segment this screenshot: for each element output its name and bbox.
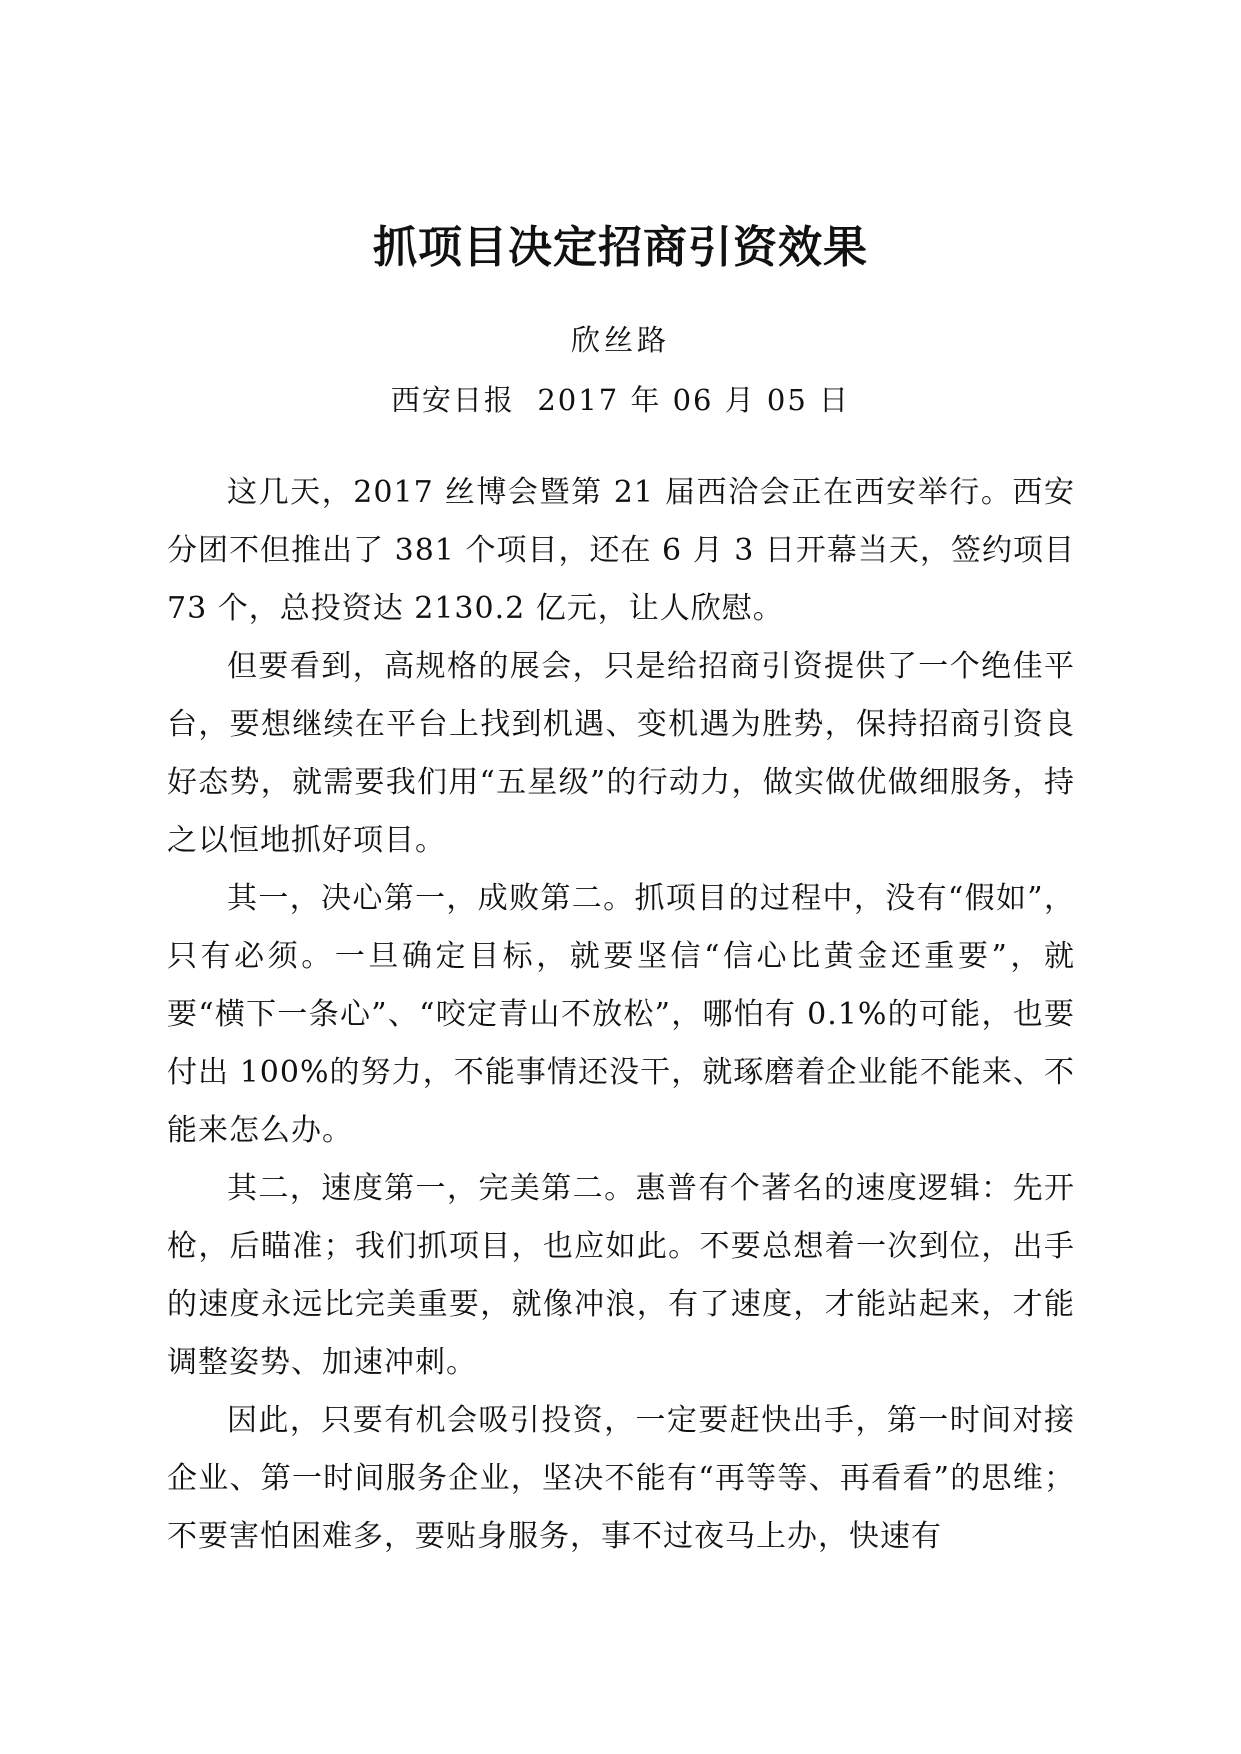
paragraph: 但要看到，高规格的展会，只是给招商引资提供了一个绝佳平台，要想继续在平台上找到机遇、变机遇为胜势，保持招商引资良好态势，就需要我们用“五星级”的行动力，做实做优做细服务，持之以恒地抓好项目。 <box>167 649 1075 858</box>
article-source: 西安日报 2017 年 06 月 05 日 <box>390 383 851 417</box>
paragraph: 其一，决心第一，成败第二。抓项目的过程中，没有“假如”，只有必须。一旦确定目标，就要坚信“信心比黄金还重要”，就要“横下一条心”、“咬定青山不放松”，哪怕有 0.1%的可能，也要付出 100%的努力，不能事情还没干，就琢磨着企业能不能来、不能来怎么办。 <box>167 881 1075 1148</box>
paragraph: 这几天，2017 丝博会暨第 21 届西洽会正在西安举行。西安分团不但推出了 381 个项目，还在 6 月 3 日开幕当天，签约项目 73 个，总投资达 2130.2 亿元，让人欣慰。 <box>167 475 1075 626</box>
article-author: 欣丝路 <box>570 323 670 357</box>
article-body <box>167 464 1075 1566</box>
article-title: 抓项目决定招商引资效果 <box>373 222 868 273</box>
paragraph: 因此，只要有机会吸引投资，一定要赶快出手，第一时间对接企业、第一时间服务企业，坚决不能有“再等等、再看看”的思维；不要害怕困难多，要贴身服务，事不过夜马上办，快速有 <box>167 1403 1075 1554</box>
paragraph: 其二，速度第一，完美第二。惠普有个著名的速度逻辑：先开枪，后瞄准；我们抓项目，也应如此。不要总想着一次到位，出手的速度永远比完美重要，就像冲浪，有了速度，才能站起来，才能调整姿势、加速冲刺。 <box>167 1171 1075 1380</box>
